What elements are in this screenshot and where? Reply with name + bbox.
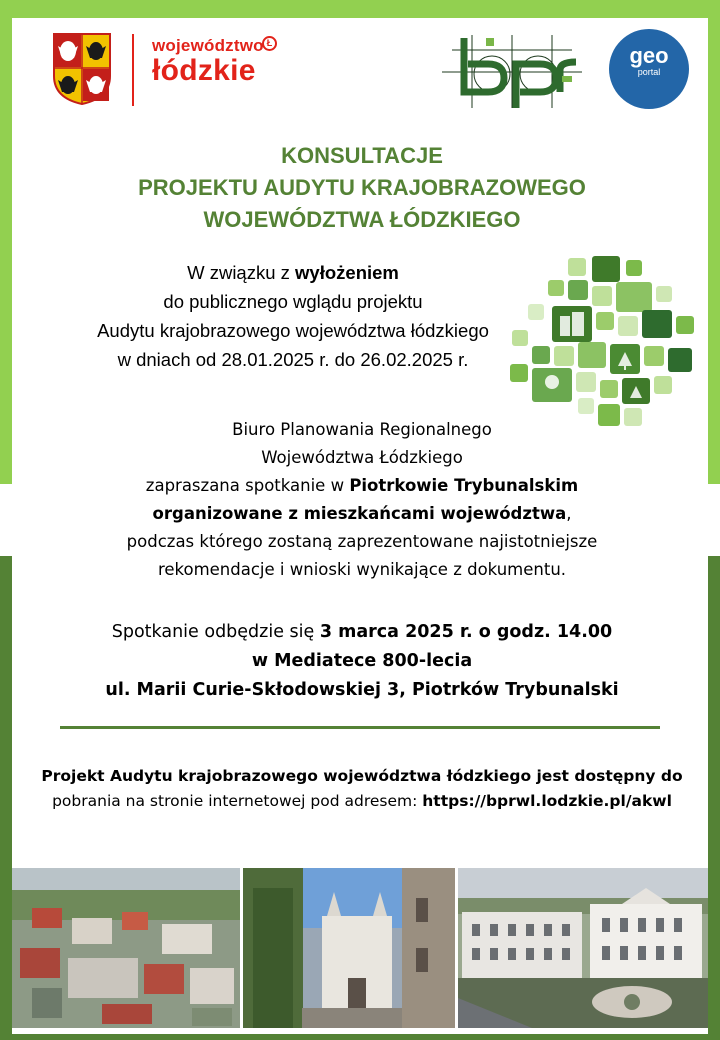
region-logo-line2: łódzkie bbox=[152, 54, 256, 87]
intro-line-1-bold: wyłożeniem bbox=[295, 262, 399, 283]
title-line-3: WOJEWÓDZTWA ŁÓDZKIEGO bbox=[203, 207, 521, 232]
invite-line-5: podczas którego zostaną zaprezentowane najistotniejsze bbox=[126, 532, 598, 551]
meeting-line-2 bbox=[12, 647, 712, 676]
meeting-details bbox=[12, 618, 712, 705]
region-logo bbox=[152, 36, 273, 88]
geoportal-logo bbox=[609, 29, 689, 109]
region-logo-line1: województwo bbox=[152, 36, 264, 55]
photo-white-building bbox=[458, 868, 708, 1028]
footer-line-2 bbox=[12, 789, 712, 814]
meeting-address: ul. Marii Curie-Skłodowskiej 3, Piotrków Trybunalski bbox=[105, 680, 619, 700]
invite-line-6: rekomendacje i wnioski wynikające z dokumentu. bbox=[157, 560, 567, 579]
bpr-logo-icon bbox=[442, 30, 582, 110]
invite-line-4-end: , bbox=[566, 504, 572, 523]
meeting-line-3 bbox=[12, 676, 712, 705]
invite-line-4 bbox=[12, 500, 712, 528]
landscape-tiles-graphic bbox=[508, 254, 698, 434]
title-line-1: KONSULTACJE bbox=[281, 143, 443, 168]
poster-title bbox=[12, 140, 712, 236]
intro-line-1 bbox=[48, 258, 538, 287]
footer-line-2-text: pobrania na stronie internetowej pod adresem: bbox=[52, 792, 423, 810]
voivodeship-crest-icon bbox=[52, 32, 112, 106]
invitation-paragraph bbox=[12, 416, 712, 584]
title-line-2: PROJEKTU AUDYTU KRAJOBRAZOWEGO bbox=[138, 175, 586, 200]
poster-sheet bbox=[12, 18, 708, 1034]
photo-strip bbox=[12, 868, 708, 1028]
meeting-line-1-text: Spotkanie odbędzie się bbox=[111, 622, 320, 642]
photo-aerial-town bbox=[12, 868, 240, 1028]
invite-line-3-bold: Piotrkowie Trybunalskim bbox=[349, 476, 579, 495]
intro-line-2: do publicznego wglądu projektu bbox=[163, 291, 423, 312]
footer-line-1 bbox=[12, 764, 712, 789]
invite-line-2: Województwa Łódzkiego bbox=[261, 448, 463, 467]
meeting-line-1 bbox=[12, 618, 712, 647]
invite-line-1: Biuro Planowania Regionalnego bbox=[232, 420, 492, 439]
intro-line-1-text: W związku z bbox=[187, 262, 296, 283]
download-note bbox=[12, 764, 712, 814]
region-logo-mark: Ł bbox=[262, 36, 277, 51]
invite-line-3-text: zapraszana spotkanie w bbox=[145, 476, 350, 495]
logo-divider bbox=[132, 34, 134, 106]
download-link[interactable]: https://bprwl.lodzkie.pl/akwl bbox=[422, 792, 672, 810]
intro-paragraph bbox=[48, 258, 538, 374]
invite-line-3 bbox=[12, 472, 712, 500]
meeting-date-time: 3 marca 2025 r. o godz. 14.00 bbox=[319, 622, 613, 642]
meeting-venue: w Mediatece 800-lecia bbox=[251, 651, 473, 671]
section-divider bbox=[60, 726, 660, 729]
geoportal-logo-main: geo bbox=[629, 43, 669, 68]
intro-line-3: Audytu krajobrazowego województwa łódzkiego bbox=[97, 320, 489, 341]
photo-church-street bbox=[243, 868, 455, 1028]
geoportal-logo-sub: portal bbox=[637, 67, 661, 77]
intro-line-4: w dniach od 28.01.2025 r. do 26.02.2025 r. bbox=[117, 349, 469, 370]
footer-line-1-bold: Projekt Audytu krajobrazowego województwa łódzkiego jest dostępny do bbox=[41, 767, 683, 785]
invite-line-4-bold: organizowane z mieszkańcami województwa bbox=[152, 504, 567, 523]
